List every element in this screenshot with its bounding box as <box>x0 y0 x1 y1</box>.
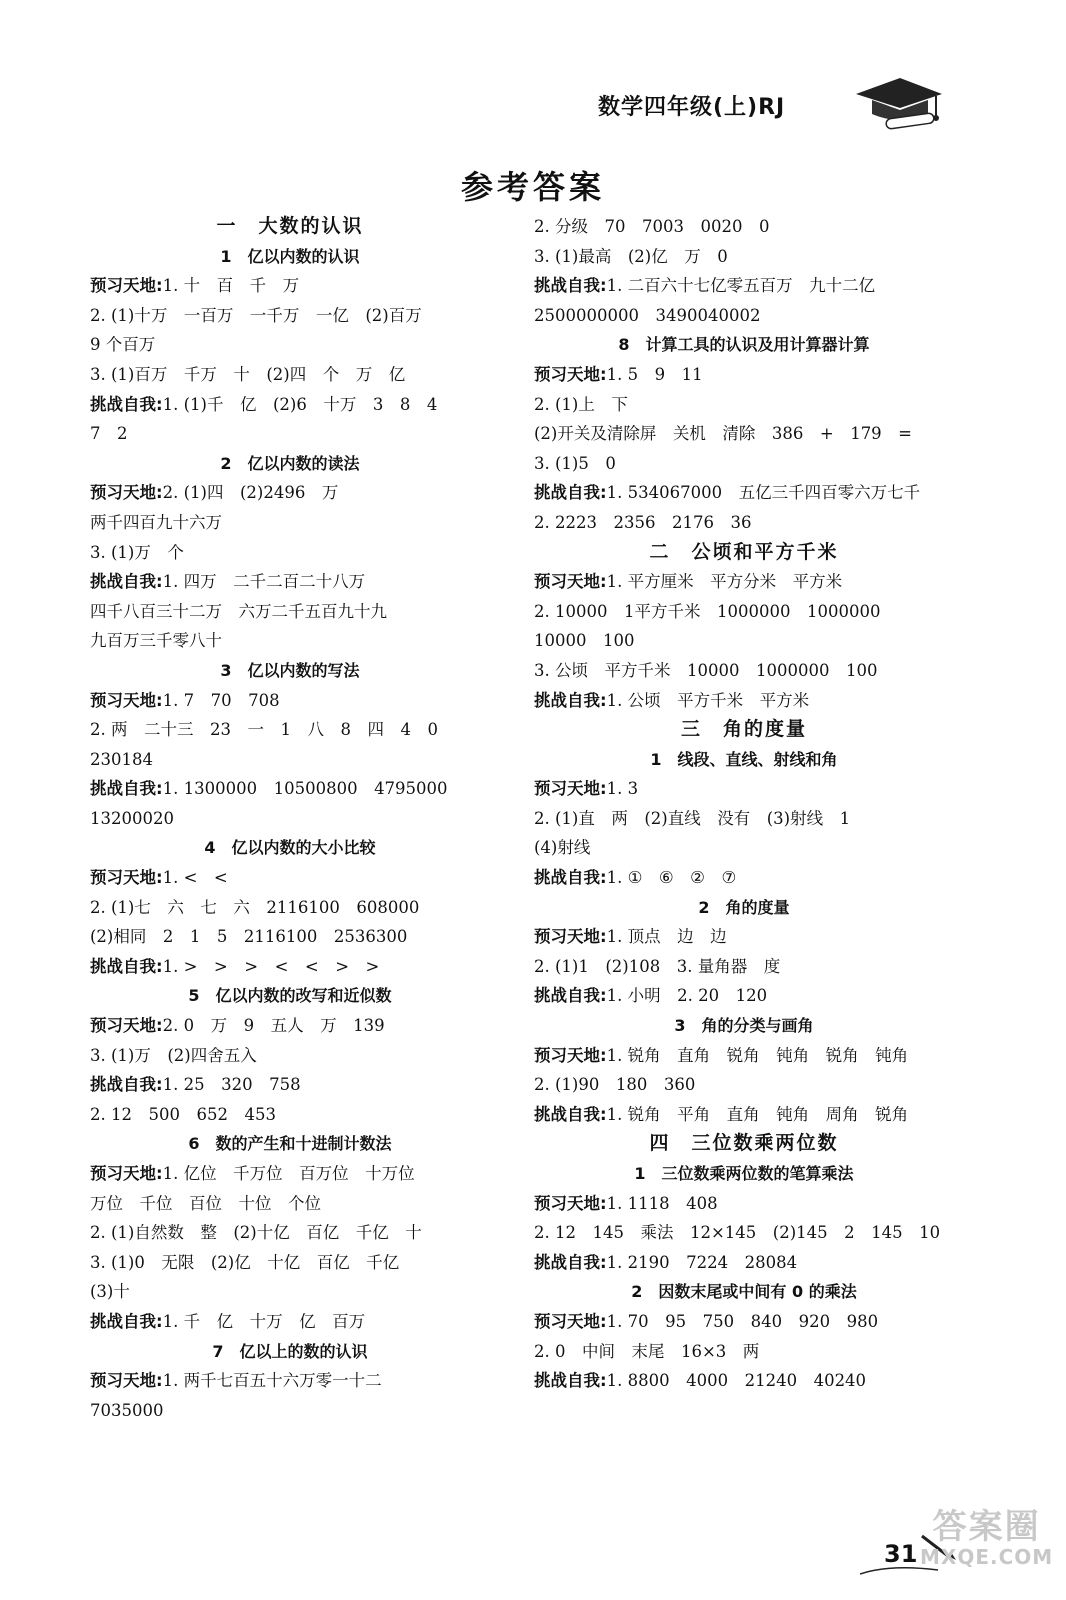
answer-text: 2. 10000 1平方千米 1000000 1000000 <box>534 601 881 621</box>
answer-line <box>90 419 490 449</box>
book-title: 数学四年级(上)RJ <box>598 95 786 120</box>
answer-text: 1. 534067000 五亿三千四百零六万七千 <box>606 483 921 503</box>
answer-text: 2. (1)自然数 整 (2)十亿 百亿 千亿 十 <box>90 1223 422 1243</box>
answer-label: 挑战自我: <box>534 1252 607 1272</box>
answer-text: 2. 12 500 652 453 <box>90 1104 276 1124</box>
answer-text: 2500000000 3490040002 <box>534 305 761 325</box>
answer-text: 1. 十 百 千 万 <box>162 276 300 296</box>
answer-line <box>90 508 490 538</box>
answer-line <box>90 567 490 597</box>
answer-line <box>534 1337 954 1367</box>
graduation-cap-icon <box>852 72 944 132</box>
answer-text: 四千八百三十二万 六万二千五百九十九 <box>90 601 387 621</box>
lesson-heading: 3 角的分类与画角 <box>674 1016 814 1036</box>
answer-text: 2. (1)四 (2)2496 万 <box>162 483 339 503</box>
lesson-heading: 2 因数末尾或中间有 0 的乘法 <box>631 1282 857 1302</box>
answer-label: 预习天地: <box>534 1311 607 1331</box>
answer-text: 13200020 <box>90 808 174 828</box>
answer-line <box>90 626 490 656</box>
answer-text: 1. 小明 2. 20 120 <box>606 986 768 1006</box>
answer-line <box>534 1307 954 1337</box>
page-title: 参考答案 <box>460 168 605 206</box>
answer-text: 1. 7 70 708 <box>162 690 280 710</box>
answer-line <box>90 1366 490 1396</box>
answer-text: 3. (1)最高 (2)亿 万 0 <box>534 246 728 266</box>
answer-text: 1. 8800 4000 21240 40240 <box>606 1371 867 1391</box>
answer-line <box>90 271 490 301</box>
answer-line <box>90 1041 490 1071</box>
answer-line <box>90 863 490 893</box>
answer-line <box>534 1366 954 1396</box>
watermark <box>920 1508 1053 1568</box>
lesson-heading: 5 亿以内数的改写和近似数 <box>188 986 392 1006</box>
answer-line <box>534 863 954 893</box>
answer-label: 挑战自我: <box>534 868 607 888</box>
answer-text: 3. (1)万 (2)四舍五入 <box>90 1045 257 1065</box>
watermark-top: 答案圈 <box>932 1507 1041 1547</box>
answer-line <box>90 715 490 745</box>
answer-line <box>534 271 954 301</box>
answer-line <box>534 1041 954 1071</box>
answer-line <box>534 242 954 272</box>
answer-label: 挑战自我: <box>534 276 607 296</box>
answer-text: 1. 3 <box>606 779 639 799</box>
answer-text: 2. 两 二十三 23 一 1 八 8 四 4 0 <box>90 720 438 740</box>
answer-label: 挑战自我: <box>90 1075 163 1095</box>
answer-line <box>90 597 490 627</box>
answer-line <box>90 893 490 923</box>
answer-text: 两千四百九十六万 <box>90 512 222 532</box>
answer-line <box>534 449 954 479</box>
answer-text: 1. 平方厘米 平方分米 平方米 <box>606 572 843 592</box>
answer-label: 预习天地: <box>90 276 163 296</box>
answer-label: 挑战自我: <box>534 690 607 710</box>
answer-line <box>534 981 954 1011</box>
answer-line <box>90 686 490 716</box>
answer-label: 挑战自我: <box>534 986 607 1006</box>
answer-text: 1. 70 95 750 840 920 980 <box>606 1311 879 1331</box>
answer-label: 预习天地: <box>534 572 607 592</box>
unit-heading: 四 三位数乘两位数 <box>649 1132 839 1155</box>
answer-line <box>534 212 954 242</box>
answer-text: 2. (1)直 两 (2)直线 没有 (3)射线 1 <box>534 808 851 828</box>
answer-line <box>90 1159 490 1189</box>
answer-label: 挑战自我: <box>534 483 607 503</box>
answer-text: 1. 2190 7224 28084 <box>606 1252 798 1272</box>
left-answer-column <box>90 212 490 1425</box>
answer-label: 挑战自我: <box>90 394 163 414</box>
answer-text: 1. 二百六十七亿零五百万 九十二亿 <box>606 276 876 296</box>
answer-line <box>534 686 954 716</box>
answer-line <box>90 478 490 508</box>
answer-text: 1. ① ⑥ ② ⑦ <box>606 868 737 888</box>
unit-heading: 一 大数的认识 <box>216 215 364 237</box>
answer-label: 挑战自我: <box>90 779 163 799</box>
answer-line <box>90 1248 490 1278</box>
answer-label: 预习天地: <box>90 868 163 888</box>
answer-line <box>90 538 490 568</box>
lesson-heading: 2 角的度量 <box>698 897 790 917</box>
answer-text: 2. 0 中间 末尾 16×3 两 <box>534 1341 760 1361</box>
answer-label: 预习天地: <box>534 364 607 384</box>
answer-line <box>534 390 954 420</box>
answer-line <box>534 360 954 390</box>
answer-text: 1. 公顷 平方千米 平方米 <box>606 690 810 710</box>
answer-line <box>90 301 490 331</box>
answer-text: 1. 1118 408 <box>606 1193 718 1213</box>
answer-text: 2. (1)十万 一百万 一千万 一亿 (2)百万 <box>90 305 422 325</box>
answer-text: 10000 100 <box>534 631 635 651</box>
answer-text: 1. 顶点 边 边 <box>606 927 727 947</box>
page-number: 31 <box>884 1540 918 1568</box>
answer-line <box>534 922 954 952</box>
answer-line <box>90 745 490 775</box>
answer-line <box>90 360 490 390</box>
answer-text: (3)十 <box>90 1282 130 1302</box>
answer-line <box>90 1277 490 1307</box>
answer-text: 2. 2223 2356 2176 36 <box>534 512 752 532</box>
answer-line <box>90 330 490 360</box>
answer-line <box>90 1100 490 1130</box>
answer-text: (4)射线 <box>534 838 591 858</box>
answer-text: 2. 0 万 9 五人 万 139 <box>162 1016 385 1036</box>
answer-label: 预习天地: <box>90 1016 163 1036</box>
answer-text: 3. (1)0 无限 (2)亿 十亿 百亿 千亿 <box>90 1252 400 1272</box>
answer-label: 预习天地: <box>90 1371 163 1391</box>
lesson-heading: 8 计算工具的认识及用计算器计算 <box>618 335 870 355</box>
answer-line <box>534 952 954 982</box>
answer-text: 2. 12 145 乘法 12×145 (2)145 2 145 10 <box>534 1223 941 1243</box>
answer-label: 预习天地: <box>90 690 163 710</box>
answer-label: 预习天地: <box>90 1164 163 1183</box>
answer-line <box>534 656 954 686</box>
answer-line <box>90 804 490 834</box>
answer-label: 预习天地: <box>534 927 607 947</box>
answer-text: 2. (1)上 下 <box>534 394 628 414</box>
answer-text: 3. (1)5 0 <box>534 453 616 473</box>
lesson-heading: 2 亿以内数的读法 <box>220 453 360 473</box>
answer-line <box>90 1218 490 1248</box>
answer-text: 1. 锐角 平角 直角 钝角 周角 锐角 <box>606 1104 909 1124</box>
answer-line <box>90 1011 490 1041</box>
answer-line <box>534 419 954 449</box>
lesson-heading: 1 线段、直线、射线和角 <box>650 749 838 769</box>
answer-text: 1. 锐角 直角 锐角 钝角 锐角 钝角 <box>606 1045 909 1065</box>
answer-line <box>534 508 954 538</box>
answer-text: 3. 公顷 平方千米 10000 1000000 100 <box>534 660 878 680</box>
answer-line <box>534 567 954 597</box>
answer-line <box>534 1189 954 1219</box>
answer-text: 1. 5 9 11 <box>606 364 703 384</box>
answer-text: 万位 千位 百位 十位 个位 <box>90 1193 321 1213</box>
answer-text: 1. 1300000 10500800 4795000 <box>162 779 448 799</box>
answer-line <box>90 390 490 420</box>
lesson-heading: 4 亿以内数的大小比较 <box>204 838 376 858</box>
answer-line <box>534 804 954 834</box>
answer-text: (2)相同 2 1 5 2116100 2536300 <box>90 927 408 947</box>
answer-line <box>90 952 490 982</box>
answer-text: 1. 25 320 758 <box>162 1075 301 1095</box>
answer-text: 230184 <box>90 749 153 769</box>
answer-label: 挑战自我: <box>90 572 163 592</box>
answer-line <box>534 1100 954 1130</box>
answer-line <box>534 597 954 627</box>
answer-line <box>534 301 954 331</box>
answer-line <box>534 1218 954 1248</box>
answer-line <box>90 922 490 952</box>
lesson-heading: 6 数的产生和十进制计数法 <box>188 1134 392 1154</box>
answer-label: 预习天地: <box>534 1045 607 1065</box>
answer-text: 3. (1)万 个 <box>90 542 184 562</box>
lesson-heading: 7 亿以上的数的认识 <box>212 1341 368 1361</box>
answer-label: 预习天地: <box>90 483 163 503</box>
answer-text: 1. < < <box>162 868 228 888</box>
lesson-heading: 1 亿以内数的认识 <box>220 246 360 266</box>
answer-line <box>534 478 954 508</box>
answer-text: 9 个百万 <box>90 335 156 355</box>
answer-text: 1. (1)千 亿 (2)6 十万 3 8 4 <box>162 394 438 414</box>
answer-line <box>534 1070 954 1100</box>
answer-text: 九百万三千零八十 <box>90 631 222 651</box>
answer-text: 7 2 <box>90 424 128 444</box>
answer-line <box>90 1307 490 1337</box>
answer-line <box>534 1248 954 1278</box>
answer-line <box>534 833 954 863</box>
answer-line <box>534 774 954 804</box>
answer-line <box>534 626 954 656</box>
answer-label: 挑战自我: <box>534 1104 607 1124</box>
answer-text: 1. 亿位 千万位 百万位 十万位 <box>162 1164 415 1183</box>
answer-line <box>90 1396 490 1426</box>
answer-line <box>90 1189 490 1219</box>
answer-label: 挑战自我: <box>90 956 163 976</box>
answer-text: 2. (1)七 六 七 六 2116100 608000 <box>90 897 420 917</box>
answer-label: 预习天地: <box>534 779 607 799</box>
answer-text: 1. 千 亿 十万 亿 百万 <box>162 1311 366 1331</box>
answer-text: 1. > > > < < > > <box>162 956 380 976</box>
answer-line <box>90 774 490 804</box>
answer-label: 挑战自我: <box>534 1371 607 1391</box>
answer-text: 1. 四万 二千二百二十八万 <box>162 572 366 592</box>
answer-text: 7035000 <box>90 1400 164 1420</box>
answer-label: 挑战自我: <box>90 1311 163 1331</box>
answer-text: 3. (1)百万 千万 十 (2)四 个 万 亿 <box>90 364 406 384</box>
answer-text: 2. 分级 70 7003 0020 0 <box>534 217 770 236</box>
answer-text: (2)开关及清除屏 关机 清除 386 + 179 = <box>534 424 913 444</box>
answer-text: 1. 两千七百五十六万零一十二 <box>162 1371 382 1391</box>
unit-heading: 三 角的度量 <box>680 718 807 741</box>
right-answer-column <box>534 212 954 1396</box>
unit-heading: 二 公顷和平方千米 <box>649 540 839 563</box>
answer-text: 2. (1)1 (2)108 3. 量角器 度 <box>534 956 781 976</box>
lesson-heading: 1 三位数乘两位数的笔算乘法 <box>634 1164 854 1183</box>
answer-line <box>90 1070 490 1100</box>
watermark-bottom: MXQE.COM <box>920 1545 1054 1569</box>
answer-label: 预习天地: <box>534 1193 607 1213</box>
lesson-heading: 3 亿以内数的写法 <box>220 660 360 680</box>
answer-text: 2. (1)90 180 360 <box>534 1075 696 1095</box>
